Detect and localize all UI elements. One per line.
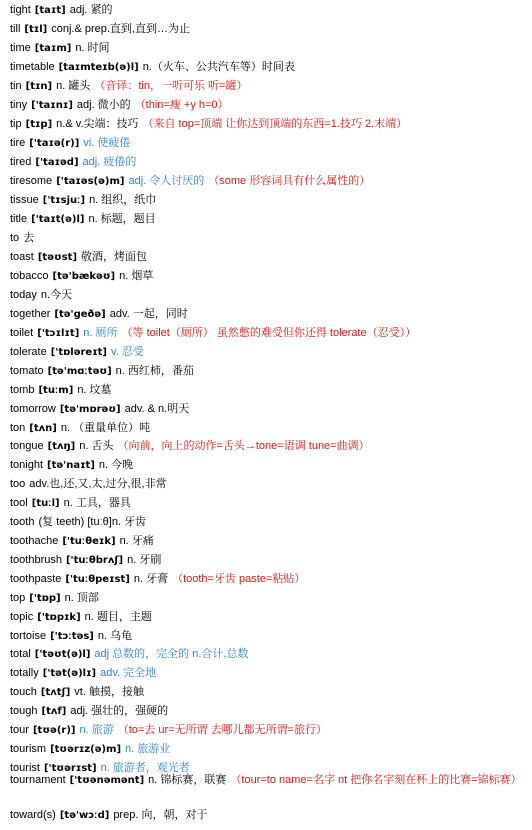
- entry-definition: n. 题目，主题: [84, 611, 152, 623]
- entry-word: tongue: [10, 440, 44, 452]
- dictionary-entry: [10, 771, 524, 790]
- entry-word: together: [10, 308, 51, 320]
- entry-phonetic: ['tɒp]: [29, 593, 61, 604]
- entry-definition: adv. & n.明天: [124, 403, 190, 415]
- entry-definition: n. 标题，题目: [88, 213, 156, 225]
- dictionary-entry: [10, 154, 524, 171]
- entry-word: tomato: [10, 365, 44, 377]
- entry-definition: n. 锦标赛，联赛: [148, 774, 227, 786]
- entry-definition: n. 烟草: [119, 270, 154, 282]
- entry-word: tiny: [10, 99, 28, 111]
- entry-definition: 去: [23, 232, 35, 244]
- dictionary-entry: [10, 457, 524, 474]
- entry-phonetic: [təʊst]: [37, 252, 78, 263]
- dictionary-entry: [10, 438, 524, 455]
- dictionary-entry: [10, 116, 524, 133]
- dictionary-entry: [10, 382, 524, 399]
- entry-word: tissue: [10, 194, 39, 206]
- entry-word: time: [10, 42, 31, 54]
- entry-phonetic: ['tuːθbrʌʃ]: [65, 555, 124, 566]
- entry-mnemonic: （tour=to name=名字 nt 把你名字刻在杯上的比赛=锦标赛）: [230, 774, 522, 786]
- entry-word: touch: [10, 686, 37, 698]
- entry-definition: n. 旅游: [79, 724, 114, 736]
- entry-phonetic: [tə'mɑːtəʊ]: [47, 366, 112, 377]
- entry-phonetic: [taɪmteɪb(ə)l]: [58, 62, 139, 73]
- entry-phonetic: ['tʊərɪst]: [43, 763, 97, 774]
- dictionary-entry: [10, 684, 524, 701]
- entry-definition: vi. 使疲倦: [83, 137, 131, 149]
- entry-word: tip: [10, 118, 22, 130]
- dictionary-entry: [10, 420, 524, 437]
- entry-phonetic: ['taɪnɪ]: [31, 100, 73, 111]
- dictionary-entry: [10, 363, 524, 380]
- entry-definition: n. 组织，纸巾: [89, 194, 157, 206]
- entry-mnemonic: （向前，向上的动作=舌头→tone=语调 tune=曲调）: [117, 440, 370, 452]
- entry-definition: n. 旅游业: [125, 743, 171, 755]
- entry-word: tomb: [10, 384, 35, 396]
- entry-word: tooth: [10, 516, 35, 528]
- entry-phonetic: [tə'mɒrəʊ]: [59, 404, 121, 415]
- entry-phonetic: ['tʊənəmənt]: [69, 775, 145, 786]
- entry-phonetic: ['tɔːtəs]: [50, 631, 94, 642]
- entry-definition: (复 teeth) [tuːθ]n. 牙齿: [38, 516, 147, 528]
- entry-word: tire: [10, 137, 26, 149]
- entry-phonetic: [tə'geðə]: [54, 309, 106, 320]
- entry-phonetic: ['taɪt(ə)l]: [31, 214, 85, 225]
- entry-phonetic: ['təʊt(ə)l]: [34, 649, 91, 660]
- entry-phonetic: [tʌf]: [41, 706, 67, 717]
- entry-word: tonight: [10, 459, 44, 471]
- dictionary-entry: [10, 552, 524, 569]
- dictionary-entry: [10, 722, 524, 739]
- entry-word: tortoise: [10, 630, 47, 642]
- entry-phonetic: ['taɪə(r)]: [29, 138, 80, 149]
- entry-definition: n. 乌龟: [97, 630, 133, 642]
- entry-phonetic: [tə'bækəʊ]: [52, 271, 116, 282]
- dictionary-entry: [10, 268, 524, 285]
- dictionary-entry: [10, 249, 524, 266]
- entry-phonetic: ['tɒləreɪt]: [50, 347, 108, 358]
- entry-definition: adv. 一起，同时: [109, 308, 188, 320]
- entry-definition: v. 忍受: [111, 346, 144, 358]
- entry-definition: vt. 触摸，接触: [74, 686, 144, 698]
- dictionary-entry: [10, 476, 524, 492]
- entry-mnemonic: （to=去 ur=无所谓 去哪儿都无所谓=旅行）: [117, 724, 328, 736]
- entry-definition: n. 顶部: [64, 592, 99, 604]
- entry-definition: n.（火车、公共汽车等）时间表: [142, 61, 295, 73]
- dictionary-entry: [10, 306, 524, 323]
- entry-definition: n. 旅游者，观光者: [100, 762, 190, 774]
- entry-definition: n. 今晚: [98, 459, 134, 471]
- entry-definition: n. 时间: [75, 42, 110, 54]
- dictionary-entry: [10, 401, 524, 418]
- entry-definition: n. 罐头: [56, 80, 91, 92]
- entry-word: tourism: [10, 743, 47, 755]
- dictionary-entry: [10, 495, 524, 512]
- dictionary-entry: [10, 287, 524, 303]
- entry-phonetic: ['tɪsjuː]: [42, 195, 86, 206]
- entry-definition: n. （重量单位）吨: [60, 422, 151, 434]
- dictionary-entry: [10, 78, 524, 95]
- entry-phonetic: ['taɪəd]: [35, 157, 79, 168]
- entry-definition: n. 西红柿，番茄: [115, 365, 194, 377]
- entry-phonetic: [tuːm]: [38, 385, 74, 396]
- entry-mnemonic: （来自 top=顶端 让你达到顶端的东西=1.技巧 2.末端）: [142, 118, 408, 130]
- entry-mnemonic: （some 形容词具有什么属性的）: [208, 175, 371, 187]
- entry-word: totally: [10, 667, 39, 679]
- entry-phonetic: ['tuːθpeɪst]: [65, 574, 130, 585]
- dictionary-entry: [10, 665, 524, 682]
- dictionary-entry: [10, 135, 524, 152]
- dictionary-entry: [10, 325, 524, 342]
- entry-definition: n. 舌头: [79, 440, 114, 452]
- dictionary-entry: [10, 646, 524, 663]
- entry-definition: conj.& prep.直到,直到…为止: [51, 23, 190, 35]
- entry-definition: adv. 完全地: [100, 667, 157, 679]
- entry-definition: prep. 向，朝，对于: [113, 809, 208, 821]
- entry-word: tin: [10, 80, 22, 92]
- entry-phonetic: [taɪm]: [34, 43, 72, 54]
- dictionary-entry: [10, 97, 524, 114]
- entry-word: tiresome: [10, 175, 53, 187]
- entry-phonetic: [tʊərɪz(ə)m]: [50, 744, 122, 755]
- dictionary-entry: [10, 192, 524, 209]
- dictionary-entry: [10, 230, 524, 246]
- entry-word: title: [10, 213, 28, 225]
- entry-definition: adj. 令人讨厌的: [128, 175, 205, 187]
- dictionary-entry: [10, 609, 524, 626]
- entry-word: timetable: [10, 61, 55, 73]
- entry-phonetic: ['taɪəs(ə)m]: [56, 176, 125, 187]
- entry-word: tournament: [10, 774, 66, 786]
- entry-definition: n. 坟墓: [77, 384, 112, 396]
- entry-definition: n. 牙痛: [119, 535, 154, 547]
- dictionary-entry: [10, 628, 524, 645]
- entry-definition: n. 厕所: [83, 327, 118, 339]
- dictionary-entry: [10, 514, 524, 530]
- entry-phonetic: [tʌtʃ]: [40, 687, 71, 698]
- entry-mnemonic: （tooth=牙齿 paste=粘贴）: [172, 573, 306, 585]
- entry-word: till: [10, 23, 21, 35]
- dictionary-entry: [10, 211, 524, 228]
- entry-phonetic: ['tɔɪlɪt]: [37, 328, 80, 339]
- entry-definition: n.& v.尖端：技巧: [56, 118, 139, 130]
- entry-word: toward(s): [10, 809, 56, 821]
- entry-phonetic: ['tuːθeɪk]: [62, 536, 116, 547]
- entry-word: toast: [10, 251, 34, 263]
- entry-word: tired: [10, 156, 32, 168]
- entry-phonetic: [tʌn]: [29, 423, 57, 434]
- dictionary-entry: [10, 807, 524, 824]
- entry-word: tobacco: [10, 270, 49, 282]
- dictionary-entry: [10, 741, 524, 758]
- entry-word: too: [10, 478, 26, 490]
- entry-word: today: [10, 289, 37, 301]
- entry-definition: adv.也,还,又,太,过分,很,非常: [29, 478, 167, 490]
- entry-phonetic: [tʊə(r)]: [32, 725, 76, 736]
- dictionary-entry: [10, 703, 524, 720]
- entry-word: tour: [10, 724, 29, 736]
- entry-word: toothpaste: [10, 573, 62, 585]
- entry-phonetic: [tɪl]: [24, 24, 48, 35]
- entry-word: ton: [10, 422, 26, 434]
- entry-phonetic: [tə'wɔːd]: [59, 810, 110, 821]
- dictionary-entry: [10, 590, 524, 607]
- entry-definition: n. 工具，器具: [63, 497, 131, 509]
- entry-mnemonic: （thin=瘦 +y h=0）: [134, 99, 229, 111]
- entry-definition: adj 总数的，完全的 n.合计,总数: [94, 648, 249, 660]
- entry-word: tomorrow: [10, 403, 56, 415]
- entry-definition: n.今天: [40, 289, 73, 301]
- entry-mnemonic: （等 toilet（厕所） 虽然憋的难受但你还得 tolerate（忍受））: [121, 327, 417, 339]
- entry-phonetic: ['tət(ə)lɪ]: [42, 668, 97, 679]
- dictionary-entry: [10, 344, 524, 361]
- entry-word: total: [10, 648, 31, 660]
- dictionary-entry: [10, 21, 524, 38]
- entry-word: tourist: [10, 762, 40, 774]
- entry-definition: adj. 疲倦的: [82, 156, 137, 168]
- entry-definition: n. 牙膏: [133, 573, 169, 585]
- entry-phonetic: [tɪn]: [25, 81, 53, 92]
- entry-word: tool: [10, 497, 28, 509]
- entry-mnemonic: （音译：tin，一听可乐 听=罐）: [94, 80, 248, 92]
- entry-definition: 敬酒，烤面包: [81, 251, 148, 263]
- dictionary-entry: [10, 173, 524, 190]
- entry-definition: adj. 微小的: [76, 99, 131, 111]
- entry-word: tolerate: [10, 346, 47, 358]
- entry-word: to: [10, 232, 20, 244]
- entry-phonetic: [tə'naɪt]: [47, 460, 95, 471]
- entry-definition: n. 牙刷: [127, 554, 162, 566]
- entry-word: toothbrush: [10, 554, 62, 566]
- entry-phonetic: [taɪt]: [34, 5, 66, 16]
- dictionary-entry: [10, 2, 524, 19]
- dictionary-entry: [10, 533, 524, 550]
- entry-word: toothache: [10, 535, 59, 547]
- entry-definition: adj. 紧的: [69, 4, 113, 16]
- entry-word: tight: [10, 4, 31, 16]
- dictionary-entry: [10, 59, 524, 76]
- entry-word: tough: [10, 705, 38, 717]
- entry-definition: adj. 强壮的，强硬的: [70, 705, 169, 717]
- dictionary-entry: [10, 571, 524, 588]
- entry-phonetic: [tʌŋ]: [47, 441, 76, 452]
- entry-phonetic: ['tɒpɪk]: [37, 612, 81, 623]
- dictionary-entry: [10, 40, 524, 57]
- entry-phonetic: [tuːl]: [31, 498, 60, 509]
- entry-word: toilet: [10, 327, 34, 339]
- entry-phonetic: [tɪp]: [25, 119, 53, 130]
- entry-word: topic: [10, 611, 34, 623]
- entry-word: top: [10, 592, 26, 604]
